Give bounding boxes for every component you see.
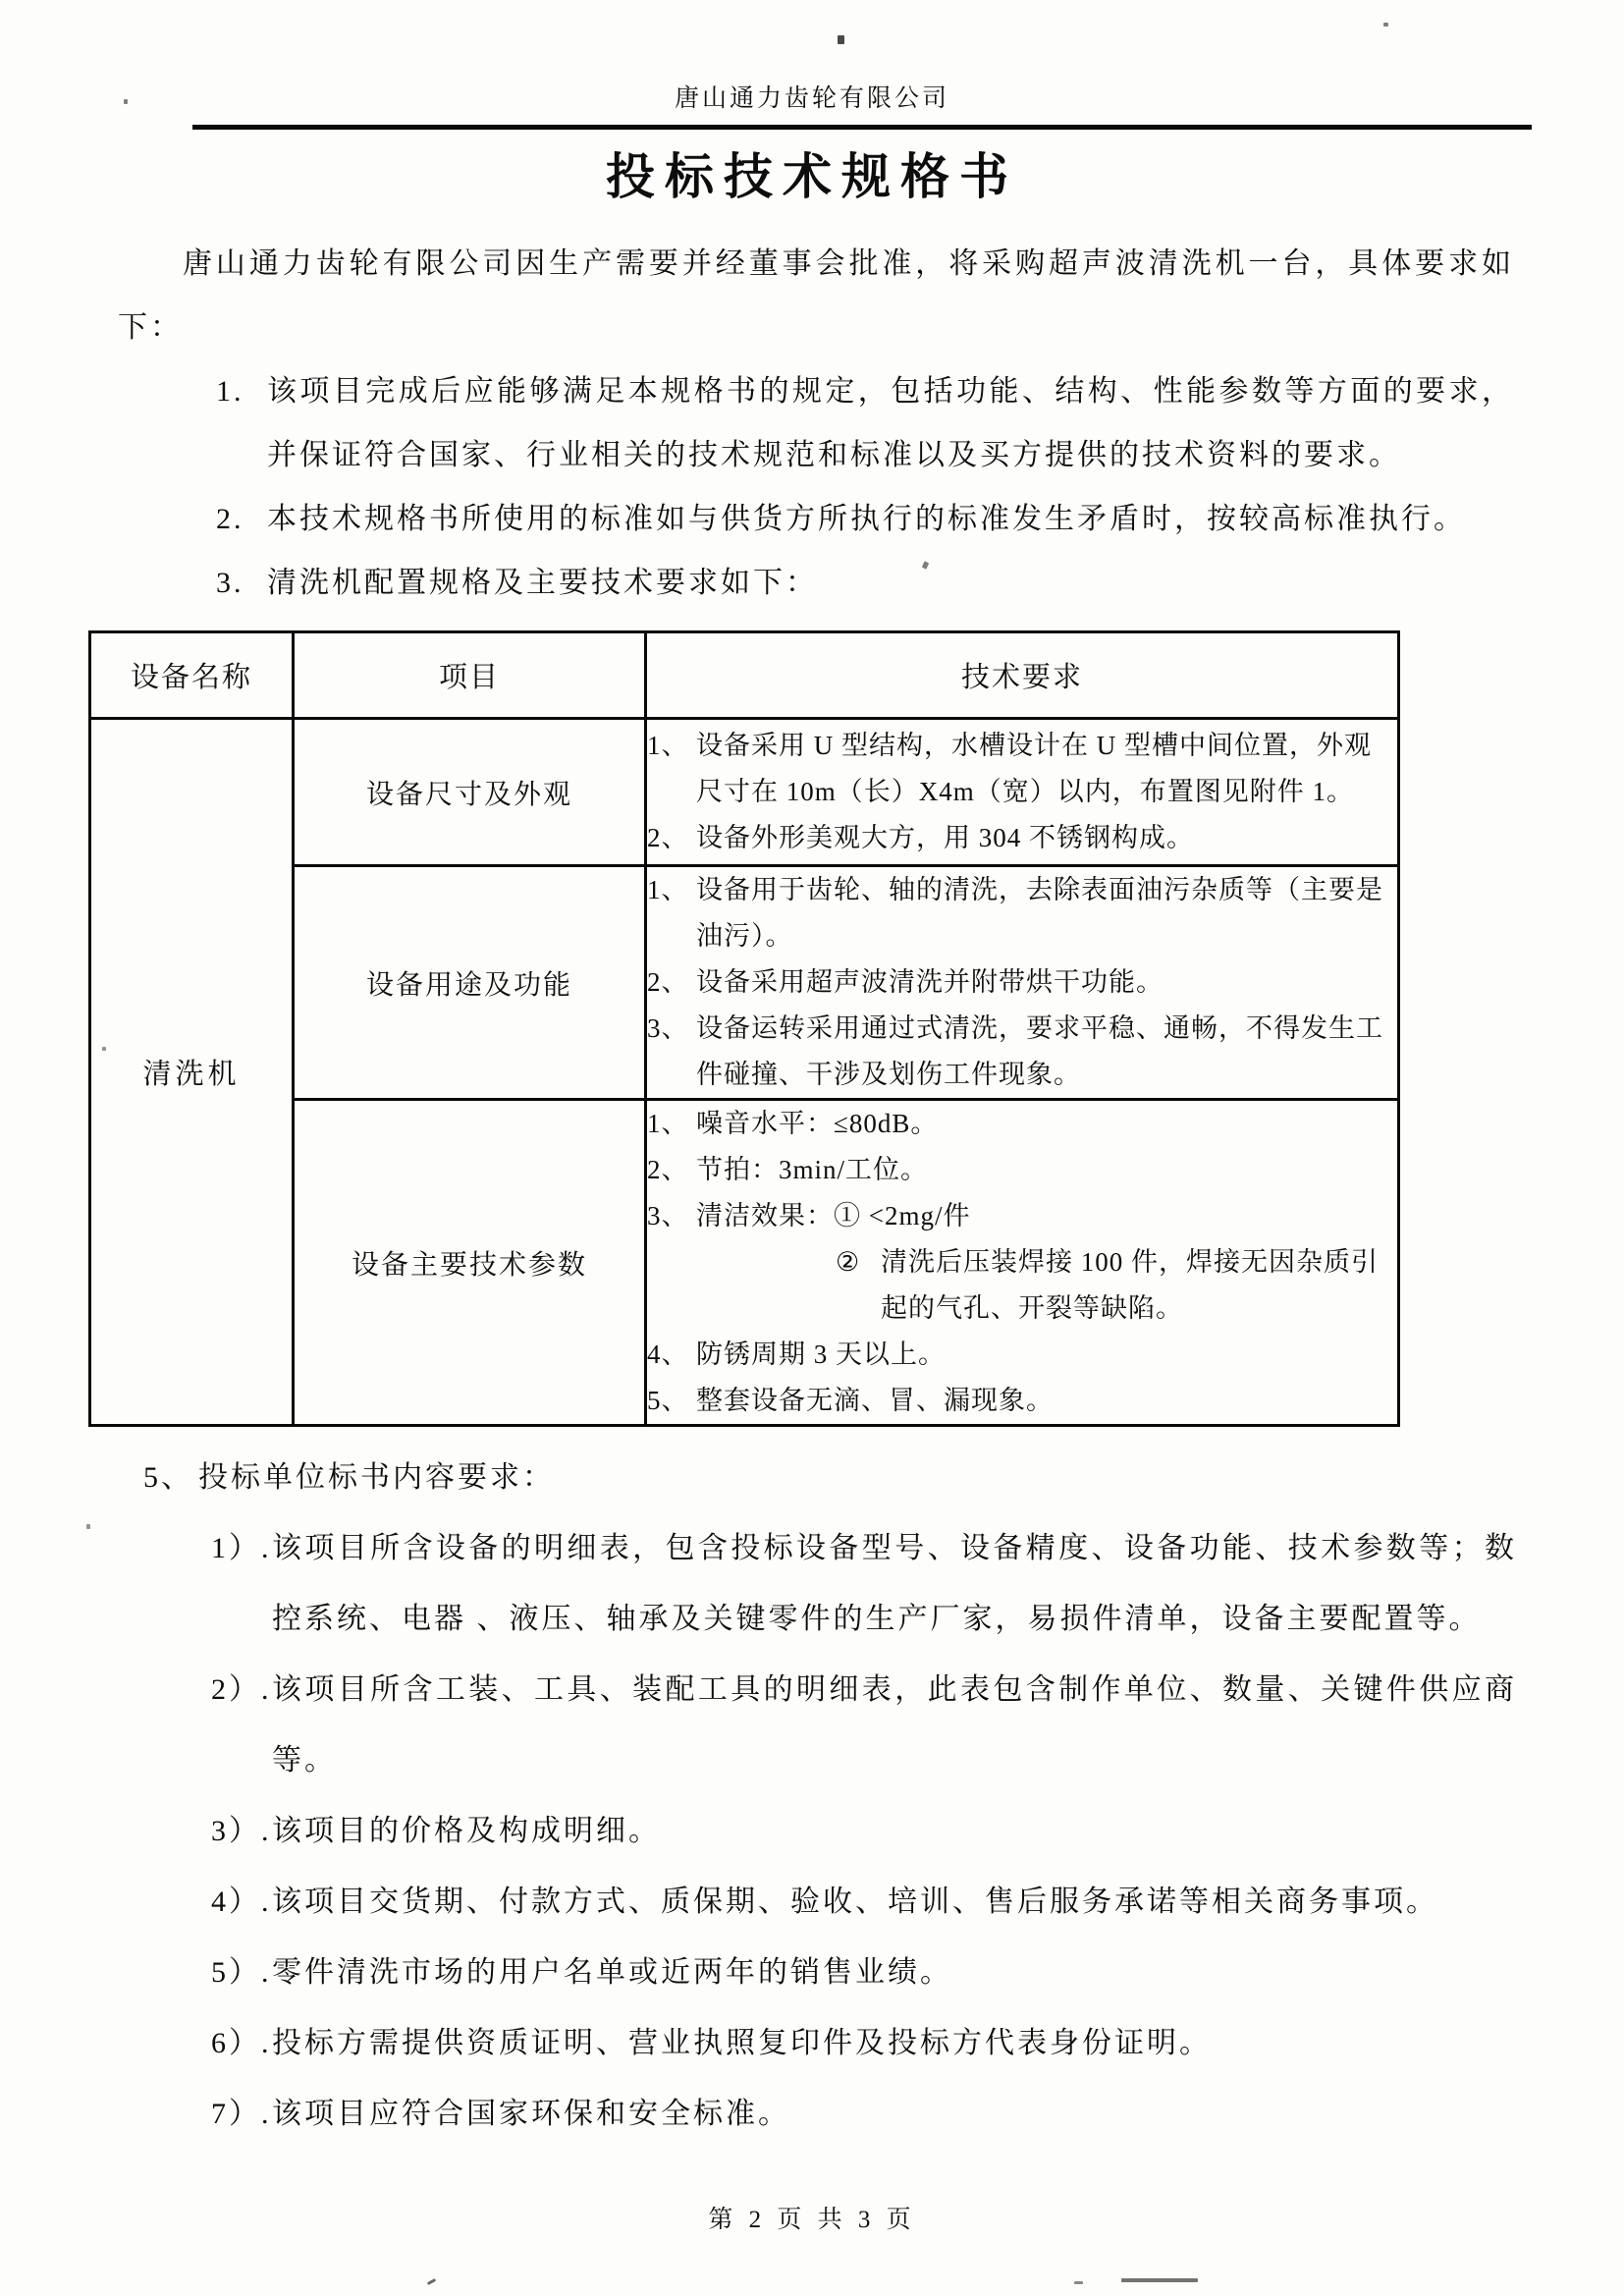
sub-item-3 xyxy=(118,1796,1517,1867)
requirement-text: 清洗后压装焊接 100 件，焊接无因杂质引起的气孔、开裂等缺陷。 xyxy=(881,1247,1379,1323)
requirement-number: 1、 xyxy=(647,875,689,904)
requirement-text: 设备采用 U 型结构，水槽设计在 U 型槽中间位置，外观尺寸在 10m（长）X4m（宽）以内，布置图见附件 1。 xyxy=(696,731,1372,806)
requirement-text: 设备运转采用通过式清洗，要求平稳、通畅，不得发生工件碰撞、干涉及划伤工件现象。 xyxy=(696,1013,1383,1089)
requirement-number: 2、 xyxy=(647,823,689,852)
requirement-subline xyxy=(836,1239,1397,1332)
device-name-cell: 清洗机 xyxy=(90,719,294,1426)
sub-item-marker: 1）. xyxy=(211,1532,272,1564)
list-item-3 xyxy=(118,551,1514,615)
sub-item-6 xyxy=(118,2008,1517,2079)
table-header-item: 项目 xyxy=(294,632,646,719)
requirements-cell xyxy=(646,866,1399,1100)
sub-item-text: 该项目所含设备的明细表，包含投标设备型号、设备精度、设备功能、技术参数等；数控系统、电器 、液压、轴承及关键零件的生产厂家，易损件清单，设备主要配置等。 xyxy=(272,1532,1517,1635)
requirement-line xyxy=(647,1378,1397,1424)
lower-body xyxy=(118,1443,1517,2150)
requirements-cell xyxy=(646,1100,1399,1426)
requirement-line xyxy=(647,1193,1397,1239)
sub-item-text: 该项目应符合国家环保和安全标准。 xyxy=(272,2098,790,2130)
scan-speck xyxy=(838,35,844,44)
requirement-text: 防锈周期 3 天以上。 xyxy=(696,1339,946,1369)
requirement-line xyxy=(647,959,1397,1006)
sub-item-marker: 6）. xyxy=(211,2027,272,2059)
requirement-text: 设备用于齿轮、轴的清洗，去除表面油污杂质等（主要是油污）。 xyxy=(696,875,1383,951)
requirement-number: 1、 xyxy=(647,731,689,760)
table-header-requirements: 技术要求 xyxy=(646,632,1399,719)
item-cell: 设备用途及功能 xyxy=(294,866,646,1100)
requirement-number: 1、 xyxy=(647,1109,689,1138)
requirement-line xyxy=(647,1101,1397,1147)
requirement-text: 设备采用超声波清洗并附带烘干功能。 xyxy=(696,967,1164,997)
company-name: 唐山通力齿轮有限公司 xyxy=(674,85,949,112)
requirement-line xyxy=(647,1332,1397,1378)
requirement-number: 3、 xyxy=(647,1201,689,1230)
list-item-text: 清洗机配置规格及主要技术要求如下： xyxy=(267,567,818,599)
item-cell: 设备主要技术参数 xyxy=(294,1100,646,1426)
sub-item-marker: 2）. xyxy=(211,1673,272,1706)
requirement-number: 4、 xyxy=(647,1339,689,1369)
requirement-line xyxy=(647,815,1397,861)
scan-speck xyxy=(124,99,128,104)
list-item-2 xyxy=(118,487,1514,551)
sub-item-text: 该项目所含工装、工具、装配工具的明细表，此表包含制作单位、数量、关键件供应商等。 xyxy=(272,1673,1517,1777)
requirement-number: 2、 xyxy=(647,1155,689,1184)
list-item-marker: 2. xyxy=(216,503,244,535)
requirement-number: 5、 xyxy=(647,1386,689,1415)
sub-item-4 xyxy=(118,1867,1517,1938)
table-header-row xyxy=(90,632,1399,719)
scan-speck xyxy=(427,2278,436,2285)
requirement-line xyxy=(647,1006,1397,1098)
list-item-marker: 1. xyxy=(216,375,244,408)
requirement-text: 设备外形美观大方，用 304 不锈钢构成。 xyxy=(696,823,1194,852)
section5-number: 5、 xyxy=(143,1461,193,1494)
list-item-marker: 3. xyxy=(216,567,244,599)
table-header-device-name: 设备名称 xyxy=(90,632,294,719)
scan-speck xyxy=(1121,2278,1198,2282)
requirement-text: 噪音水平：≤80dB。 xyxy=(696,1109,939,1138)
section5-heading xyxy=(118,1443,1517,1513)
sub-item-2 xyxy=(118,1655,1517,1796)
sub-item-7 xyxy=(118,2079,1517,2150)
list-item-text: 本技术规格书所使用的标准如与供货方所执行的标准发生矛盾时，按较高标准执行。 xyxy=(267,503,1466,535)
list-item-text: 该项目完成后应能够满足本规格书的规定，包括功能、结构、性能参数等方面的要求，并保证符合国家、行业相关的技术规范和标准以及买方提供的技术资料的要求。 xyxy=(267,375,1514,471)
requirement-number: 2、 xyxy=(647,967,689,997)
scan-speck xyxy=(1074,2281,1083,2284)
requirements-cell xyxy=(646,719,1399,866)
table-row xyxy=(90,719,1399,866)
sub-item-marker: 5）. xyxy=(211,1956,272,1989)
sub-item-text: 该项目的价格及构成明细。 xyxy=(272,1815,661,1847)
requirement-line xyxy=(647,867,1397,959)
sub-item-marker: 4）. xyxy=(211,1886,272,1918)
requirement-text: 整套设备无滴、冒、漏现象。 xyxy=(696,1386,1054,1415)
list-item-1 xyxy=(118,359,1514,487)
sub-item-text: 零件清洗市场的用户名单或近两年的销售业绩。 xyxy=(272,1956,952,1989)
upper-body xyxy=(118,232,1514,615)
requirement-line xyxy=(647,1147,1397,1193)
requirement-number: ② xyxy=(836,1247,861,1277)
sub-item-marker: 3）. xyxy=(211,1815,272,1847)
sub-item-marker: 7）. xyxy=(211,2098,272,2130)
item-cell: 设备尺寸及外观 xyxy=(294,719,646,866)
scan-speck xyxy=(86,1524,90,1529)
spec-table xyxy=(88,630,1400,1427)
sub-item-1 xyxy=(118,1513,1517,1655)
page-number: 第 2 页 共 3 页 xyxy=(708,2207,916,2233)
requirement-line xyxy=(647,723,1397,815)
intro-paragraph: 唐山通力齿轮有限公司因生产需要并经董事会批准，将采购超声波清洗机一台，具体要求如下： xyxy=(118,247,1514,344)
requirement-text: 节拍：3min/工位。 xyxy=(696,1155,929,1184)
sub-item-text: 该项目交货期、付款方式、质保期、验收、培训、售后服务承诺等相关商务事项。 xyxy=(272,1886,1438,1918)
scan-speck xyxy=(1383,23,1388,27)
sub-item-5 xyxy=(118,1938,1517,2008)
scan-speck xyxy=(102,1047,106,1051)
requirement-text: 清洁效果：① <2mg/件 xyxy=(696,1201,971,1230)
sub-item-text: 投标方需提供资质证明、营业执照复印件及投标方代表身份证明。 xyxy=(272,2027,1212,2059)
section5-title: 投标单位标书内容要求： xyxy=(198,1461,555,1494)
document-title: 投标技术规格书 xyxy=(606,149,1018,204)
header-rule xyxy=(192,125,1532,130)
requirement-number: 3、 xyxy=(647,1013,689,1043)
